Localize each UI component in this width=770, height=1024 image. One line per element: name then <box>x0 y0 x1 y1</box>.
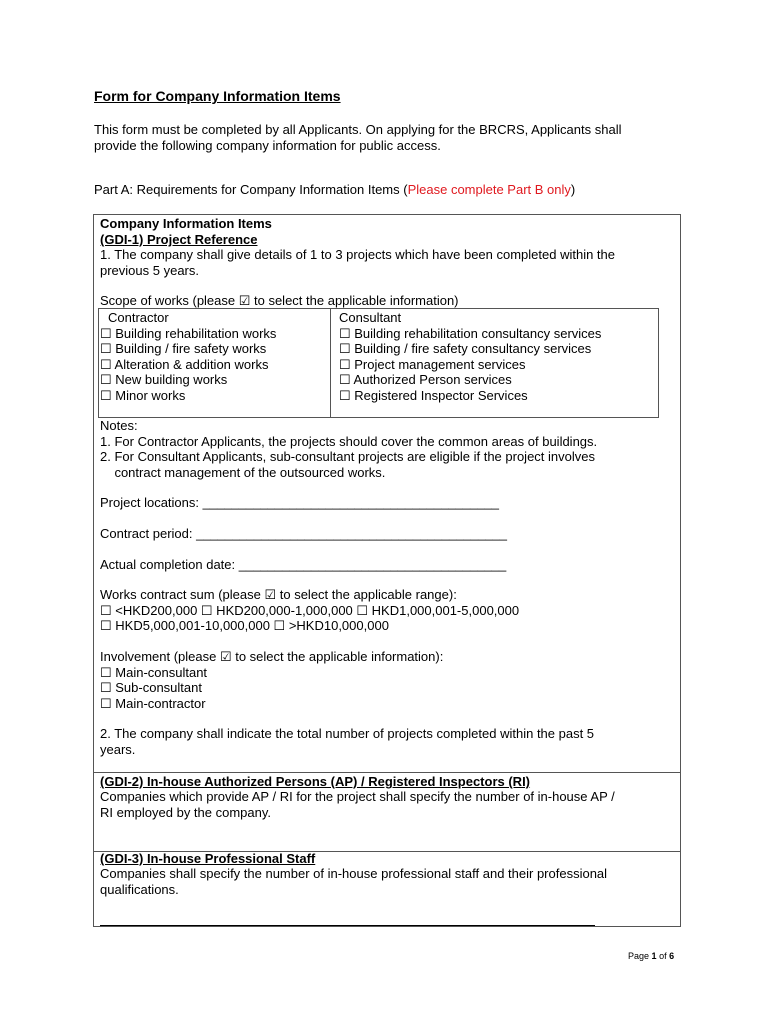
contractor-option[interactable]: ☐ Building rehabilitation works <box>100 325 277 341</box>
gdi3-line-1: Companies shall specify the number of in-house professional staff and their professional <box>100 866 608 881</box>
project-locations-field[interactable]: Project locations: _________________________________________ <box>100 495 500 510</box>
part-a-prefix: Part A: Requirements for Company Information Items ( <box>94 182 408 197</box>
contract-period-field[interactable]: Contract period: ___________________________________________ <box>100 526 507 541</box>
gdi1-line-1: 1. The company shall give details of 1 to 3 projects which have been completed within the <box>100 247 616 262</box>
gdi2-heading: (GDI-2) In-house Authorized Persons (AP) / Registered Inspectors (RI) <box>100 774 531 789</box>
consultant-option[interactable]: ☐ Registered Inspector Services <box>339 387 528 403</box>
consultant-column <box>339 310 601 403</box>
gdi2-line-1: Companies which provide AP / RI for the project shall specify the number of in-house AP / <box>100 789 615 804</box>
involvement-option[interactable]: ☐ Sub-consultant <box>100 680 202 695</box>
part-a-highlight: Please complete Part B only <box>407 182 571 197</box>
scope-label: Scope of works (please ☑ to select the applicable information) <box>100 293 459 308</box>
intro-line-1: This form must be completed by all Applicants. On applying for the BRCRS, Applicants shall <box>94 122 622 137</box>
intro-line-2: provide the following company information for public access. <box>94 138 441 153</box>
item2-line-1: 2. The company shall indicate the total number of projects completed within the past 5 <box>100 726 595 741</box>
contractor-option[interactable]: ☐ Minor works <box>100 387 186 403</box>
page-total: 6 <box>669 951 675 961</box>
page-word: Page <box>628 951 650 961</box>
consultant-header: Consultant <box>339 310 402 325</box>
note-2a: 2. For Consultant Applicants, sub-consultant projects are eligible if the project involves <box>100 449 595 464</box>
consultant-option[interactable]: ☐ Building rehabilitation consultancy services <box>339 325 602 341</box>
involvement-label: Involvement (please ☑ to select the applicable information): <box>100 649 444 664</box>
contractor-option[interactable]: ☐ New building works <box>100 372 228 387</box>
consultant-option[interactable]: ☐ Building / fire safety consultancy services <box>339 341 592 356</box>
note-2b: contract management of the outsourced works. <box>100 465 386 480</box>
gdi3-heading: (GDI-3) In-house Professional Staff <box>100 851 316 866</box>
contractor-option[interactable]: ☐ Alteration & addition works <box>100 356 269 372</box>
table-header: Company Information Items <box>100 216 272 231</box>
contract-sum-options-2[interactable]: ☐ HKD5,000,001-10,000,000 ☐ >HKD10,000,000 <box>100 618 389 633</box>
page-footer <box>628 951 674 961</box>
consultant-option[interactable]: ☐ Authorized Person services <box>339 372 512 387</box>
contractor-column <box>100 310 277 403</box>
answer-line[interactable] <box>100 925 595 926</box>
notes-label: Notes: <box>100 418 138 433</box>
form-title: Form for Company Information Items <box>94 88 341 104</box>
gdi1-heading: (GDI-1) Project Reference <box>100 232 258 247</box>
note-1: 1. For Contractor Applicants, the projects should cover the common areas of buildings. <box>100 434 598 449</box>
contract-sum-label: Works contract sum (please ☑ to select the applicable range): <box>100 587 457 602</box>
involvement-option[interactable]: ☐ Main-contractor <box>100 696 206 711</box>
scope-column-divider <box>330 308 331 418</box>
consultant-option[interactable]: ☐ Project management services <box>339 356 526 372</box>
intro-paragraph <box>94 122 694 154</box>
contractor-header: Contractor <box>108 310 169 325</box>
of-word: of <box>659 951 667 961</box>
table-divider-gdi2 <box>93 772 681 773</box>
gdi1-line-2: previous 5 years. <box>100 263 199 278</box>
part-a-suffix: ) <box>570 182 576 197</box>
gdi3-line-2: qualifications. <box>100 882 179 897</box>
completion-date-field[interactable]: Actual completion date: _____________________________________ <box>100 557 507 572</box>
contract-sum-options-1[interactable]: ☐ <HKD200,000 ☐ HKD200,000-1,000,000 ☐ HKD1,000,001-5,000,000 <box>100 603 520 618</box>
part-a-heading <box>94 182 575 197</box>
contractor-option[interactable]: ☐ Building / fire safety works <box>100 341 267 356</box>
page-number: 1 <box>651 951 657 961</box>
gdi2-line-2: RI employed by the company. <box>100 805 272 820</box>
involvement-option[interactable]: ☐ Main-consultant <box>100 665 208 680</box>
item2-line-2: years. <box>100 742 136 757</box>
